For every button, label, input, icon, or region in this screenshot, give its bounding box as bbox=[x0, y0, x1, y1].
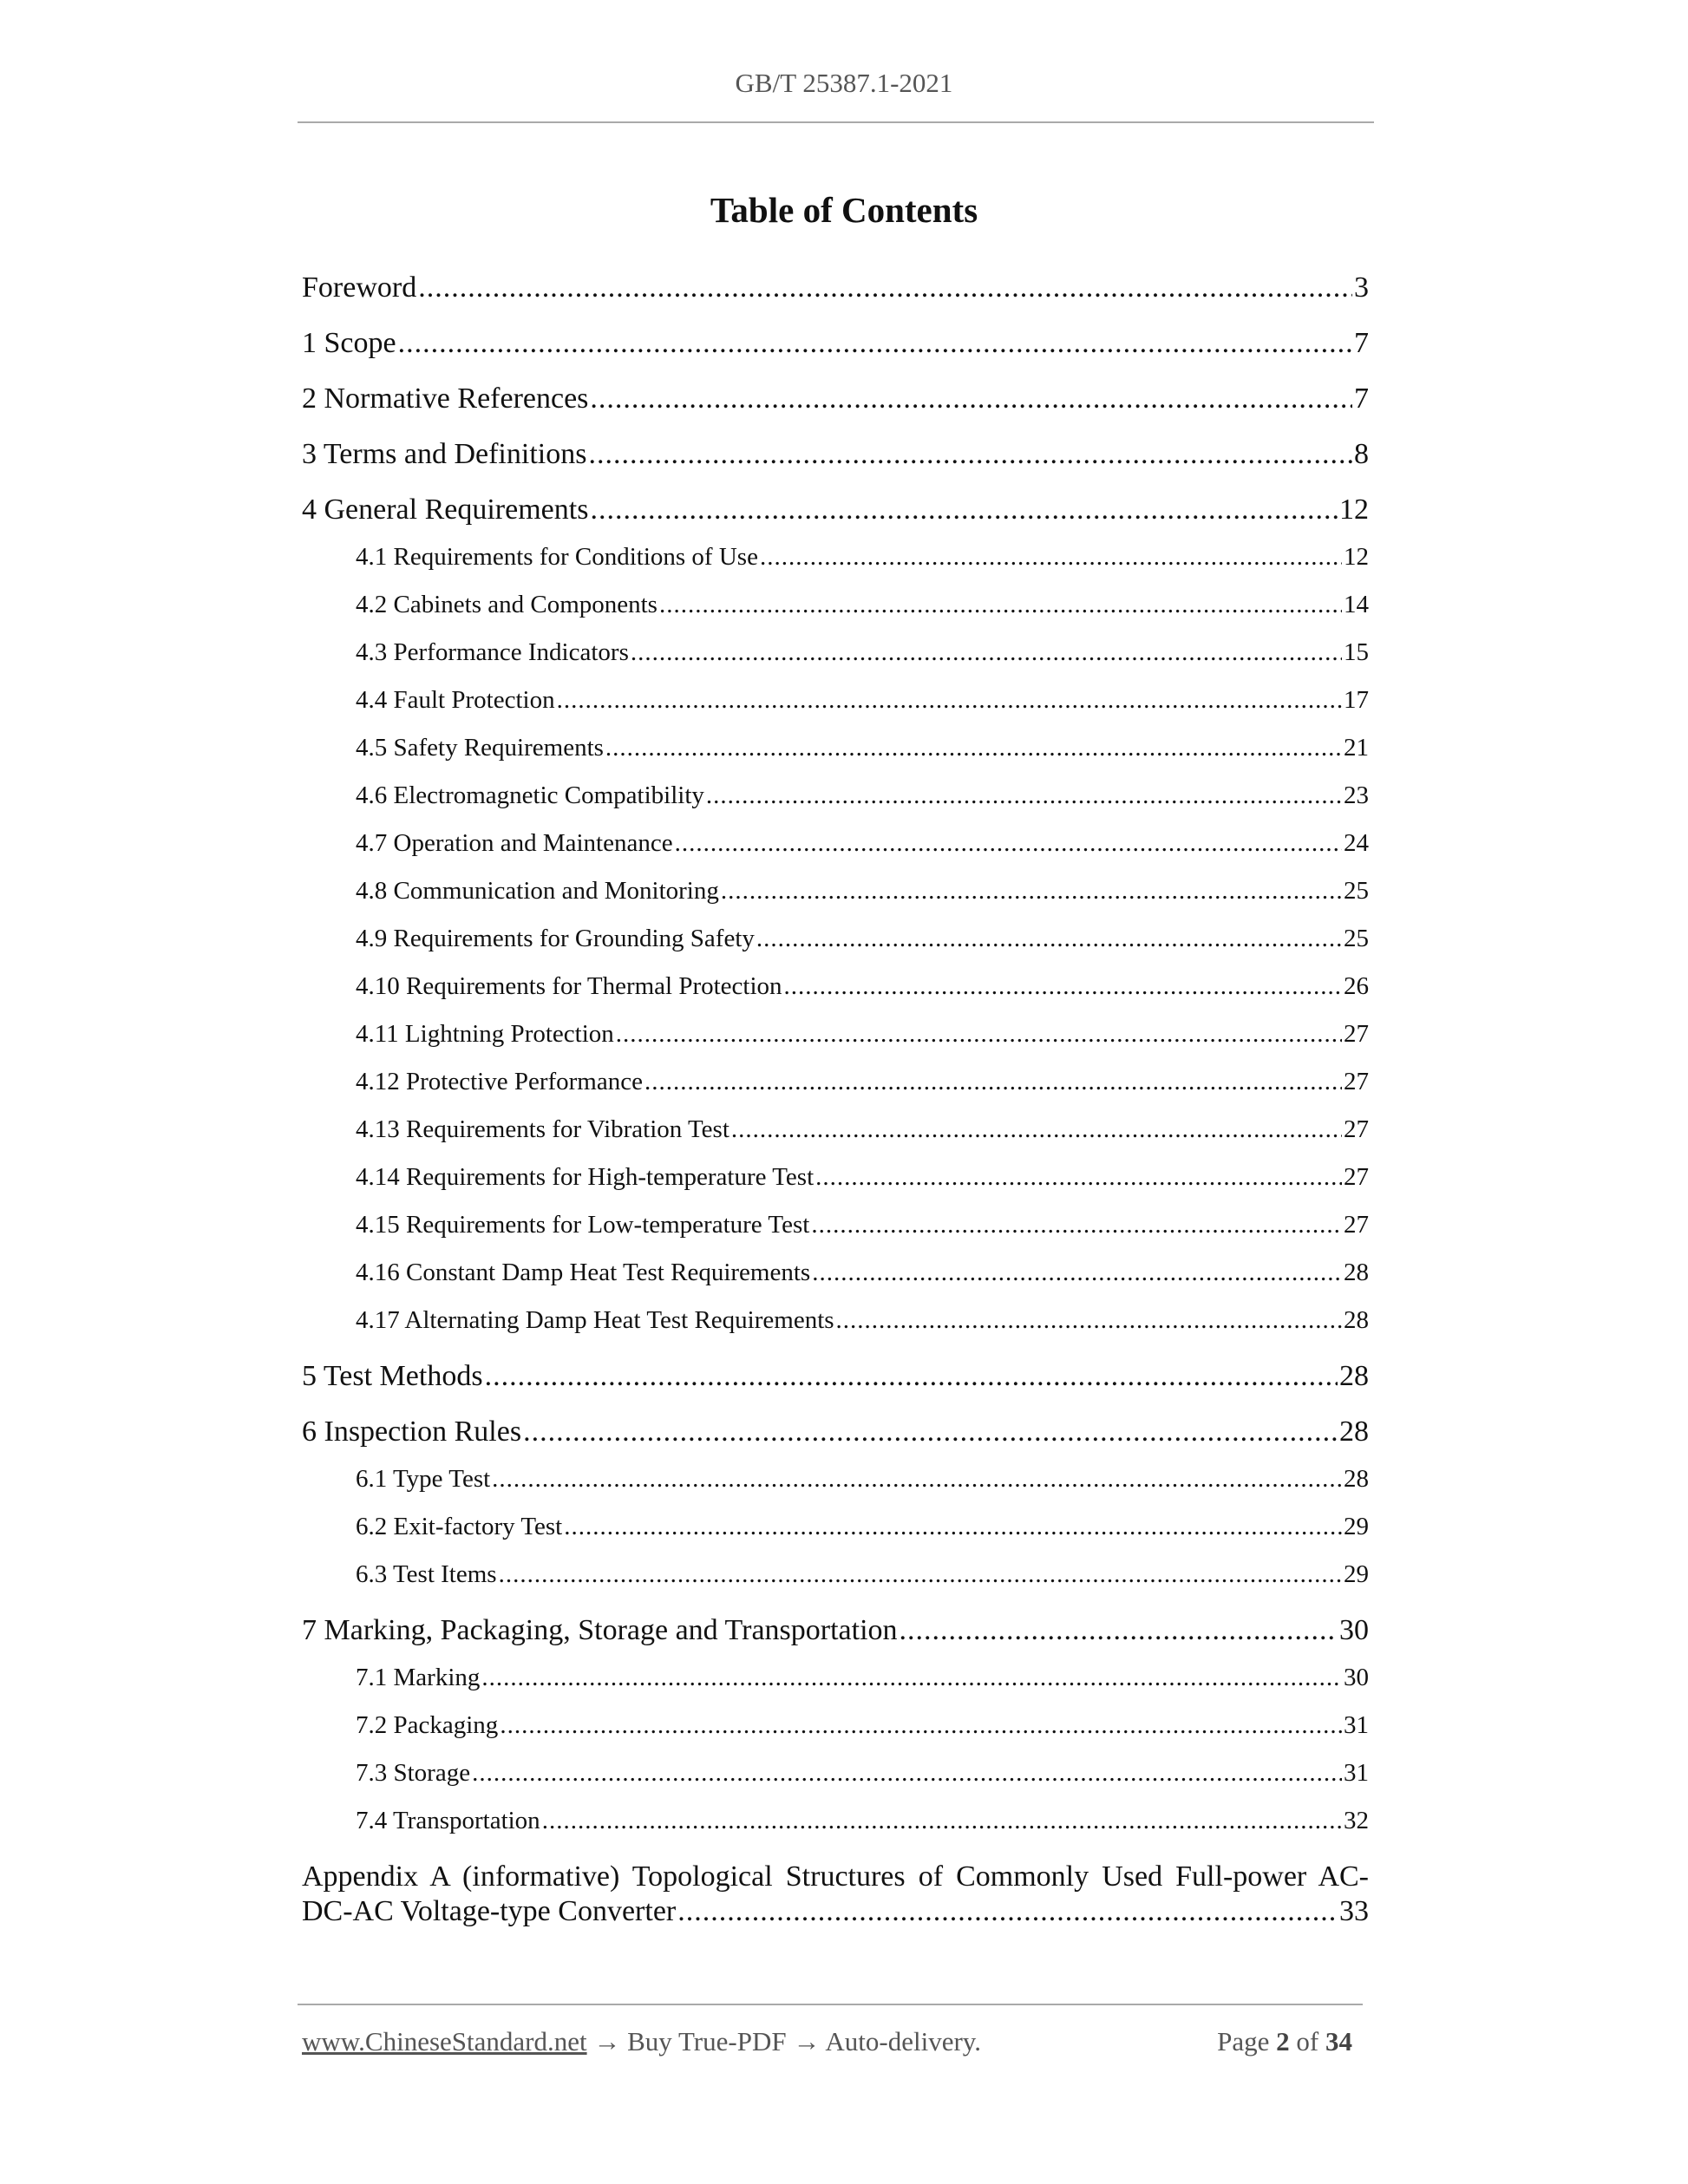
dot-leader bbox=[588, 430, 1352, 478]
toc-entry-label: 4.1 Requirements for Conditions of Use bbox=[356, 543, 758, 571]
toc-entry-page: 29 bbox=[1344, 1560, 1369, 1588]
toc-entry-page: 30 bbox=[1339, 1614, 1369, 1646]
dot-leader bbox=[756, 915, 1342, 963]
toc-entry-label: 4.10 Requirements for Thermal Protection bbox=[356, 972, 782, 1000]
toc-entry[interactable] bbox=[302, 629, 1369, 677]
dot-leader bbox=[721, 867, 1342, 915]
toc-entry-label: 4.17 Alternating Damp Heat Test Requirements bbox=[356, 1306, 834, 1334]
toc-entry-page: 27 bbox=[1344, 1211, 1369, 1239]
toc-entry-label: 4.5 Safety Requirements bbox=[356, 734, 604, 762]
toc-entry-page: 33 bbox=[1339, 1895, 1369, 1927]
toc-entry[interactable] bbox=[302, 1654, 1369, 1702]
toc-entry[interactable] bbox=[302, 1352, 1369, 1400]
dot-leader bbox=[564, 1503, 1342, 1551]
dot-leader bbox=[485, 1352, 1338, 1400]
delivery-text: Auto-delivery. bbox=[825, 2026, 982, 2056]
toc-entry-page: 27 bbox=[1344, 1163, 1369, 1191]
toc-entry-page: 27 bbox=[1344, 1020, 1369, 1048]
toc-entry[interactable] bbox=[302, 1058, 1369, 1106]
dot-leader bbox=[731, 1106, 1342, 1154]
footer-divider bbox=[298, 2004, 1363, 2005]
toc-entry-label: 4.7 Operation and Maintenance bbox=[356, 829, 673, 857]
page-word: Page bbox=[1217, 2026, 1270, 2056]
toc-entry-page: 31 bbox=[1344, 1759, 1369, 1787]
toc-entry-label: 4.6 Electromagnetic Compatibility bbox=[356, 781, 704, 809]
toc-entry-label: 7 Marking, Packaging, Storage and Transportation bbox=[302, 1614, 898, 1646]
toc-entry-label: 7.2 Packaging bbox=[356, 1711, 499, 1739]
toc-entry-label: 4.3 Performance Indicators bbox=[356, 638, 629, 666]
toc-entry-label: 4.8 Communication and Monitoring bbox=[356, 877, 719, 905]
page-title: Table of Contents bbox=[710, 190, 978, 230]
dot-leader bbox=[631, 629, 1342, 677]
dot-leader bbox=[659, 581, 1342, 629]
toc-entry-page: 28 bbox=[1344, 1306, 1369, 1334]
toc-entry[interactable] bbox=[302, 1154, 1369, 1201]
toc-entry-label: 7.4 Transportation bbox=[356, 1807, 540, 1834]
toc-entry-page: 25 bbox=[1344, 877, 1369, 905]
toc-entry-page: 28 bbox=[1339, 1360, 1369, 1392]
dot-leader bbox=[836, 1297, 1342, 1344]
toc-entry-label: 6.2 Exit-factory Test bbox=[356, 1513, 563, 1540]
toc-entry-page: 25 bbox=[1344, 925, 1369, 952]
toc-entry-page: 27 bbox=[1344, 1068, 1369, 1095]
toc-entry[interactable] bbox=[302, 915, 1369, 963]
toc-entry[interactable] bbox=[302, 1106, 1369, 1154]
toc-entry-page: 12 bbox=[1344, 543, 1369, 571]
dot-leader bbox=[557, 677, 1342, 724]
website-link[interactable]: www.ChineseStandard.net bbox=[302, 2026, 587, 2056]
dot-leader bbox=[675, 820, 1342, 867]
toc-entry[interactable] bbox=[302, 1297, 1369, 1344]
toc-entry[interactable] bbox=[302, 375, 1369, 422]
toc-entry-label: 4.16 Constant Damp Heat Test Requirements bbox=[356, 1259, 811, 1286]
toc-entry-appendix-a[interactable] bbox=[302, 1853, 1369, 1931]
dot-leader bbox=[418, 264, 1352, 311]
toc-entry-label: 6.1 Type Test bbox=[356, 1465, 491, 1493]
toc-entry-page: 27 bbox=[1344, 1115, 1369, 1143]
toc-entry-page: 28 bbox=[1339, 1416, 1369, 1448]
toc-entry-page: 24 bbox=[1344, 829, 1369, 857]
toc-entry-page: 8 bbox=[1354, 438, 1369, 470]
toc-entry[interactable] bbox=[302, 677, 1369, 724]
dot-leader bbox=[590, 375, 1352, 422]
dot-leader bbox=[644, 1058, 1342, 1106]
toc-entry-page: 28 bbox=[1344, 1259, 1369, 1286]
toc-entry-label: DC-AC Voltage-type Converter bbox=[302, 1895, 677, 1927]
toc-entry[interactable] bbox=[302, 533, 1369, 581]
toc-entry[interactable] bbox=[302, 486, 1369, 533]
toc-entry[interactable] bbox=[302, 1201, 1369, 1249]
toc-entry-label: 6.3 Test Items bbox=[356, 1560, 497, 1588]
toc-entry[interactable] bbox=[302, 1010, 1369, 1058]
dot-leader bbox=[784, 963, 1342, 1010]
toc-entry-page: 31 bbox=[1344, 1711, 1369, 1739]
toc-entry-label: 6 Inspection Rules bbox=[302, 1416, 522, 1448]
current-page: 2 bbox=[1276, 2026, 1290, 2056]
toc-entry-label: 3 Terms and Definitions bbox=[302, 438, 587, 470]
toc-entry-page: 14 bbox=[1344, 591, 1369, 618]
header-divider bbox=[298, 121, 1374, 123]
dot-leader bbox=[499, 1551, 1342, 1599]
toc-entry-label: 4.12 Protective Performance bbox=[356, 1068, 643, 1095]
table-of-contents bbox=[302, 256, 1369, 1931]
footer bbox=[302, 2026, 1363, 2057]
toc-entry-label: 4.13 Requirements for Vibration Test bbox=[356, 1115, 730, 1143]
toc-entry-page: 32 bbox=[1344, 1807, 1369, 1834]
toc-entry-page: 28 bbox=[1344, 1465, 1369, 1493]
toc-entry[interactable] bbox=[302, 1249, 1369, 1297]
toc-entry-label: 7.3 Storage bbox=[356, 1759, 471, 1787]
toc-entry-label: 1 Scope bbox=[302, 327, 396, 359]
dot-leader bbox=[811, 1201, 1342, 1249]
toc-entry-label: 4.2 Cabinets and Components bbox=[356, 591, 658, 618]
dot-leader bbox=[677, 1892, 1338, 1931]
dot-leader bbox=[760, 533, 1342, 581]
toc-entry-page: 29 bbox=[1344, 1513, 1369, 1540]
dot-leader bbox=[706, 772, 1342, 820]
dot-leader bbox=[900, 1606, 1338, 1654]
buy-text: Buy True-PDF bbox=[627, 2026, 787, 2056]
dot-leader bbox=[472, 1749, 1342, 1797]
toc-entry-label: Foreword bbox=[302, 271, 417, 304]
total-pages: 34 bbox=[1325, 2026, 1352, 2056]
toc-entry-page: 26 bbox=[1344, 972, 1369, 1000]
toc-entry-page: 7 bbox=[1354, 383, 1369, 415]
toc-entry-page: 3 bbox=[1354, 271, 1369, 304]
toc-entry[interactable] bbox=[302, 772, 1369, 820]
toc-entry[interactable] bbox=[302, 963, 1369, 1010]
toc-entry[interactable] bbox=[302, 1702, 1369, 1749]
toc-entry-label: 7.1 Marking bbox=[356, 1664, 481, 1691]
toc-entry-page: 7 bbox=[1354, 327, 1369, 359]
dot-leader bbox=[398, 319, 1352, 367]
arrow-icon: → bbox=[793, 2026, 821, 2056]
dot-leader bbox=[616, 1010, 1342, 1058]
page-indicator bbox=[1217, 2026, 1352, 2057]
toc-entry-label: 5 Test Methods bbox=[302, 1360, 483, 1392]
toc-entry-page: 30 bbox=[1344, 1664, 1369, 1691]
toc-entry-label: 4.4 Fault Protection bbox=[356, 686, 555, 714]
toc-entry[interactable] bbox=[302, 1606, 1369, 1654]
toc-entry[interactable] bbox=[302, 820, 1369, 867]
dot-leader bbox=[542, 1797, 1342, 1845]
toc-entry-page: 23 bbox=[1344, 781, 1369, 809]
toc-entry-label: 4.15 Requirements for Low-temperature Test bbox=[356, 1211, 810, 1239]
dot-leader bbox=[492, 1455, 1342, 1503]
toc-entry-page: 12 bbox=[1339, 494, 1369, 526]
toc-entry[interactable] bbox=[302, 1749, 1369, 1797]
toc-entry[interactable] bbox=[302, 1551, 1369, 1599]
toc-entry[interactable] bbox=[302, 724, 1369, 772]
dot-leader bbox=[500, 1702, 1342, 1749]
toc-entry-label: 2 Normative References bbox=[302, 383, 589, 415]
toc-entry[interactable] bbox=[302, 1797, 1369, 1845]
toc-entry[interactable] bbox=[302, 319, 1369, 367]
dot-leader bbox=[605, 724, 1342, 772]
dot-leader bbox=[481, 1654, 1342, 1702]
toc-entry-label: 4 General Requirements bbox=[302, 494, 589, 526]
toc-entry-label: 4.9 Requirements for Grounding Safety bbox=[356, 925, 755, 952]
toc-entry-page: 17 bbox=[1344, 686, 1369, 714]
document-id-header: GB/T 25387.1-2021 bbox=[735, 68, 953, 98]
of-word: of bbox=[1296, 2026, 1319, 2056]
toc-entry-page: 15 bbox=[1344, 638, 1369, 666]
toc-entry-label: Appendix A (informative) Topological Structures of Commonly Used Full-power AC- bbox=[302, 1860, 1369, 1893]
dot-leader bbox=[815, 1154, 1342, 1201]
toc-entry[interactable] bbox=[302, 867, 1369, 915]
dot-leader bbox=[523, 1408, 1338, 1455]
toc-entry-label: 4.14 Requirements for High-temperature Test bbox=[356, 1163, 815, 1191]
toc-entry[interactable] bbox=[302, 1408, 1369, 1455]
toc-entry[interactable] bbox=[302, 1455, 1369, 1503]
arrow-icon: → bbox=[593, 2026, 621, 2056]
toc-entry[interactable] bbox=[302, 581, 1369, 629]
toc-entry[interactable] bbox=[302, 264, 1369, 311]
dot-leader bbox=[812, 1249, 1342, 1297]
toc-entry-page: 21 bbox=[1344, 734, 1369, 762]
toc-entry[interactable] bbox=[302, 430, 1369, 478]
toc-entry[interactable] bbox=[302, 1503, 1369, 1551]
dot-leader bbox=[590, 486, 1338, 533]
toc-entry-label: 4.11 Lightning Protection bbox=[356, 1020, 614, 1048]
